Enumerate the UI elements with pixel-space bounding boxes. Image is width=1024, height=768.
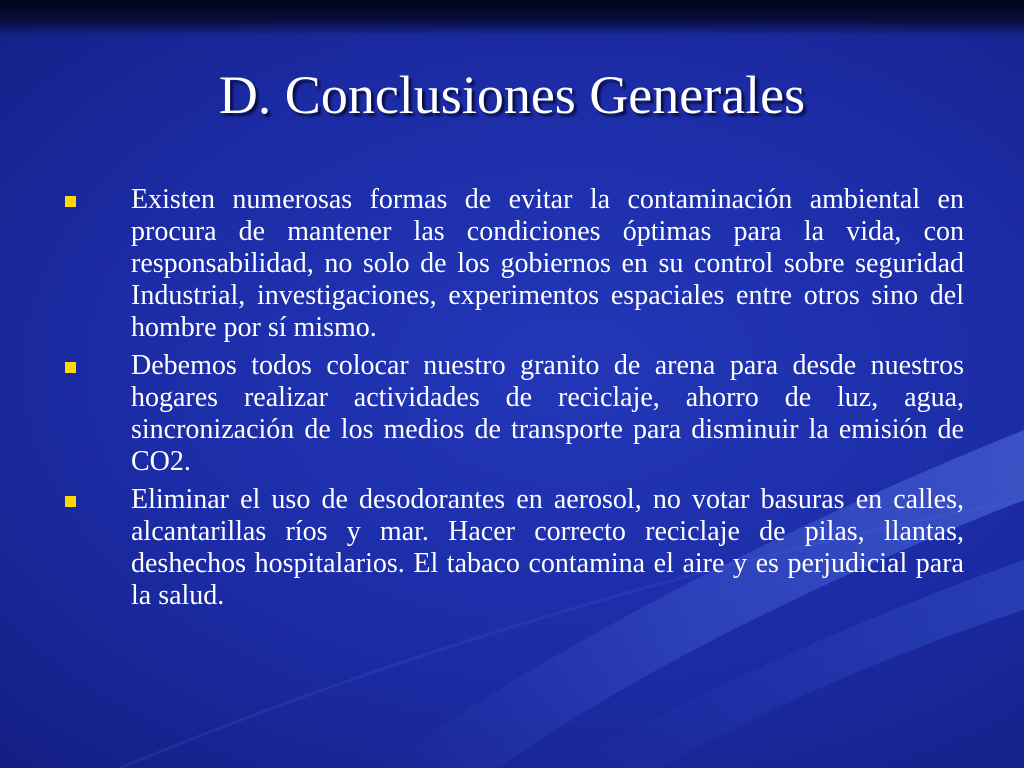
bullet-text: Eliminar el uso de desodorantes en aerosol, no votar basuras en calles, alcantarillas ríos y mar. Hacer correcto reciclaje de pilas, llantas, deshechos hospitalarios. El tabaco contamina el aire y es perjudicial para la salud. bbox=[131, 484, 964, 611]
bullet-item bbox=[60, 350, 964, 478]
bullet-marker-icon bbox=[65, 362, 76, 373]
bullet-item bbox=[60, 184, 964, 344]
bullet-marker-icon bbox=[65, 196, 76, 207]
bullet-marker-icon bbox=[65, 496, 76, 507]
bullet-text: Existen numerosas formas de evitar la contaminación ambiental en procura de mantener las condiciones óptimas para la vida, con responsabilidad, no solo de los gobiernos en su control sobre seguridad Industrial, investigaciones, experimentos espaciales entre otros sino del hombre por sí mismo. bbox=[131, 184, 964, 343]
bullet-list bbox=[60, 184, 964, 618]
bullet-text: Debemos todos colocar nuestro granito de arena para desde nuestros hogares realizar actividades de reciclaje, ahorro de luz, agua, sincronización de los medios de transporte para disminuir la emisión de CO2. bbox=[131, 350, 964, 477]
slide-title: D. Conclusiones Generales bbox=[218, 65, 806, 125]
bullet-item bbox=[60, 484, 964, 612]
